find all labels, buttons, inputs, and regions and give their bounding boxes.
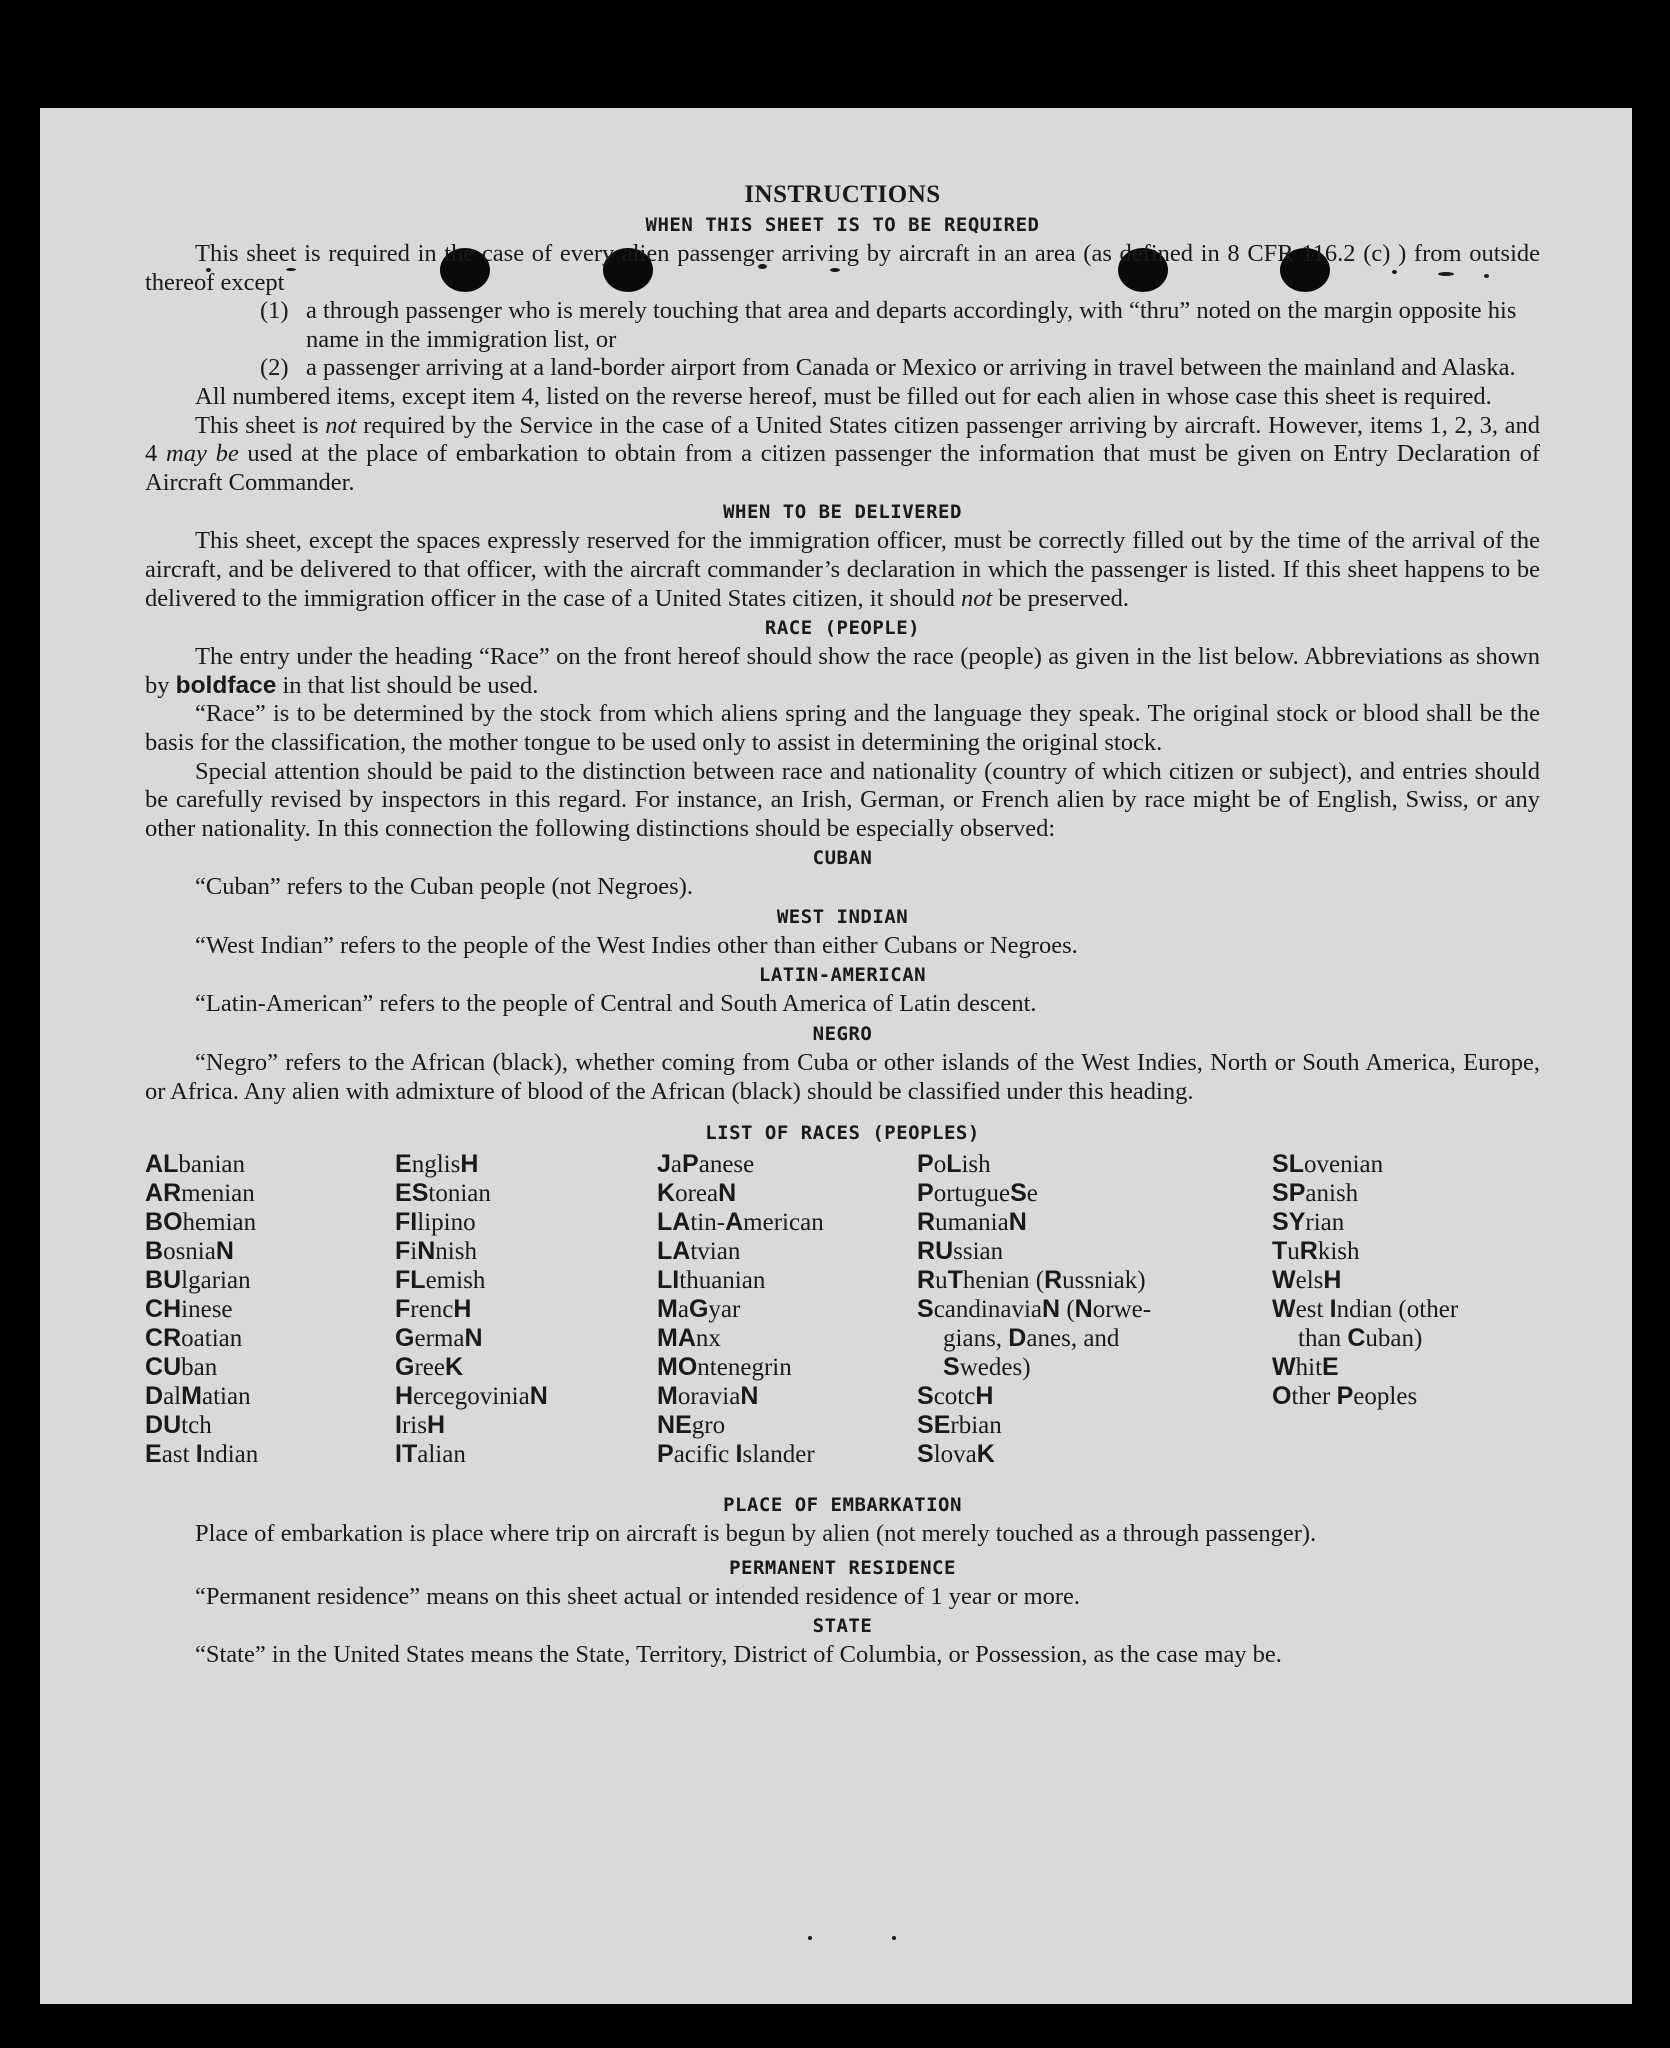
paragraph-numbered-items: All numbered items, except item 4, listed on the reverse hereof, must be filled out for each alien in whose case this sheet is required.: [195, 382, 1492, 410]
paragraph-race-definition: “Race” is to be determined by the stock from which aliens spring and the language they speak. The original stock or blood shall be the basis for the classification, the mother tongue to be used only to assist in determining the original stock.: [145, 700, 1540, 756]
race-entry: PortugueSe: [917, 1179, 1038, 1208]
item-number: (2): [260, 354, 289, 382]
race-list: [145, 1150, 1540, 1490]
race-entry: RUssian: [917, 1237, 1004, 1266]
item-text: a through passenger who is merely touching that area and departs accordingly, with “thru” noted on the margin opposite his name in the immigration list, or: [306, 297, 1517, 353]
race-entry: MoraviaN: [657, 1382, 759, 1411]
race-entry: LAtin-American: [657, 1208, 824, 1237]
race-entry: ScandinaviaN (Norwe-: [917, 1295, 1152, 1324]
numbered-item: [145, 354, 1540, 383]
paragraph-state: “State” in the United States means the State, Territory, District of Columbia, or Possession, as the case may be.: [195, 1641, 1282, 1669]
race-entry: ALbanian: [145, 1150, 246, 1179]
race-entry: DalMatian: [145, 1382, 251, 1411]
paragraph-citizen: This sheet is not required by the Service in the case of a United States citizen passenger arriving by aircraft. However, items 1, 2, 3, and 4 may be used at the place of embarkation to obtain from a citizen passenger the information that must be given on Entry Declaration of Aircraft Commander.: [145, 411, 1540, 496]
race-entry: SPanish: [1272, 1179, 1359, 1208]
paragraph-west-indian: “West Indian” refers to the people of the West Indies other than either Cubans or Negroes.: [195, 931, 1078, 959]
heading-list-of-races: LIST OF RACES (PEOPLES): [705, 1122, 980, 1145]
race-column: [145, 1150, 258, 1469]
paragraph-embarkation: Place of embarkation is place where trip on aircraft is begun by alien (not merely touched as a through passenger).: [195, 1520, 1317, 1548]
heading-latin-american: LATIN-AMERICAN: [758, 964, 927, 987]
numbered-item: [145, 297, 1540, 354]
race-entry: ITalian: [395, 1440, 466, 1469]
race-entry: IrisH: [395, 1411, 446, 1440]
race-entry: LAtvian: [657, 1237, 741, 1266]
heading-cuban: CUBAN: [812, 847, 873, 870]
race-entry: SYrian: [1272, 1208, 1345, 1237]
race-entry: BUlgarian: [145, 1266, 251, 1295]
race-entry-continued: than Cuban): [1298, 1324, 1423, 1353]
race-entry: WhitE: [1272, 1353, 1339, 1382]
race-entry: SErbian: [917, 1411, 1002, 1440]
paragraph-race-entry: The entry under the heading “Race” on the front hereof should show the race (people) as given in the list below. Abbreviations as shown by boldface in that list should be used.: [145, 643, 1540, 699]
item-number: (1): [260, 297, 289, 325]
race-entry: SlovaK: [917, 1440, 995, 1469]
heading-embarkation: PLACE OF EMBARKATION: [723, 1494, 962, 1517]
race-entry: FiNnish: [395, 1237, 477, 1266]
race-entry: BosniaN: [145, 1237, 234, 1266]
race-entry: FrencH: [395, 1295, 472, 1324]
race-entry: LIthuanian: [657, 1266, 766, 1295]
race-column: [395, 1150, 548, 1469]
race-entry: RuThenian (Russniak): [917, 1266, 1146, 1295]
race-entry: SLovenian: [1272, 1150, 1384, 1179]
item-text: a passenger arriving at a land-border airport from Canada or Mexico or arriving in travel between the mainland and Alaska.: [306, 354, 1516, 382]
race-column: [917, 1150, 1151, 1469]
paragraph-permanent-residence: “Permanent residence” means on this sheet actual or intended residence of 1 year or more.: [195, 1582, 1081, 1610]
race-entry: GreeK: [395, 1353, 464, 1382]
paragraph-latin-american: “Latin-American” refers to the people of Central and South America of Latin descent.: [195, 990, 1037, 1018]
paragraph-race-nationality: Special attention should be paid to the distinction between race and nationality (country of which citizen or subject), and entries should be carefully revised by inspectors in this regard. For instance, an Irish, German, or French alien by race might be of English, Swiss, or any other nationality. In this connection the following distinctions should be especially observed:: [145, 757, 1540, 842]
paragraph-delivery: This sheet, except the spaces expressly reserved for the immigration officer, must be correctly filled out by the time of the arrival of the aircraft, and be delivered to that officer, with the aircraft commander’s declaration in which the passenger is listed. If this sheet happens to be delivered to the immigration officer in the case of a United States citizen, it should not be preserved.: [145, 527, 1540, 612]
heading-permanent-residence: PERMANENT RESIDENCE: [729, 1556, 956, 1579]
race-entry: CHinese: [145, 1295, 233, 1324]
race-entry: MaGyar: [657, 1295, 741, 1324]
race-entry: Other Peoples: [1272, 1382, 1418, 1411]
scan-speck: [808, 1936, 812, 1940]
race-column: [1272, 1150, 1458, 1411]
heading-race: RACE (PEOPLE): [764, 617, 921, 640]
race-column: [657, 1150, 824, 1469]
race-entry: KoreaN: [657, 1179, 737, 1208]
race-entry: CRoatian: [145, 1324, 243, 1353]
page-title: INSTRUCTIONS: [744, 181, 941, 208]
race-entry: FLemish: [395, 1266, 486, 1295]
race-entry: EStonian: [395, 1179, 491, 1208]
heading-west-indian: WEST INDIAN: [776, 905, 909, 928]
race-entry: ARmenian: [145, 1179, 255, 1208]
race-entry: PoLish: [917, 1150, 991, 1179]
heading-when-required: WHEN THIS SHEET IS TO BE REQUIRED: [645, 214, 1040, 236]
race-entry: GermaN: [395, 1324, 483, 1353]
race-entry: East Indian: [145, 1440, 259, 1469]
race-entry: TuRkish: [1272, 1237, 1360, 1266]
race-entry: RumaniaN: [917, 1208, 1027, 1237]
race-entry: BOhemian: [145, 1208, 257, 1237]
race-entry: Pacific Islander: [657, 1440, 815, 1469]
race-entry: NEgro: [657, 1411, 726, 1440]
instructions-content: [145, 180, 1540, 1670]
race-entry: MAnx: [657, 1324, 721, 1353]
race-entry: West Indian (other: [1272, 1295, 1459, 1324]
race-entry: JaPanese: [657, 1150, 755, 1179]
scan-speck: [892, 1936, 896, 1940]
paragraph-intro: This sheet is required in the case of every alien passenger arriving by aircraft in an area (as defined in 8 CFR 116.2 (c) ) from outside thereof except: [145, 240, 1540, 296]
race-entry-continued: Swedes): [943, 1353, 1031, 1382]
heading-negro: NEGRO: [812, 1023, 873, 1046]
race-entry: FIlipino: [395, 1208, 476, 1237]
race-entry: DUtch: [145, 1411, 212, 1440]
race-entry-continued: gians, Danes, and: [943, 1324, 1120, 1353]
paragraph-negro: “Negro” refers to the African (black), whether coming from Cuba or other islands of the West Indies, North or South America, Europe, or Africa. Any alien with admixture of blood of the African (black) should be classified under this heading.: [145, 1049, 1540, 1105]
race-entry: WelsH: [1272, 1266, 1342, 1295]
race-entry: MOntenegrin: [657, 1353, 792, 1382]
race-entry: ScotcH: [917, 1382, 994, 1411]
race-entry: CUban: [145, 1353, 218, 1382]
race-entry: HercegoviniaN: [395, 1382, 548, 1411]
heading-when-delivered: WHEN TO BE DELIVERED: [723, 501, 962, 524]
heading-state: STATE: [812, 1615, 873, 1638]
race-entry: EnglisH: [395, 1150, 479, 1179]
paragraph-cuban: “Cuban” refers to the Cuban people (not Negroes).: [195, 873, 693, 901]
